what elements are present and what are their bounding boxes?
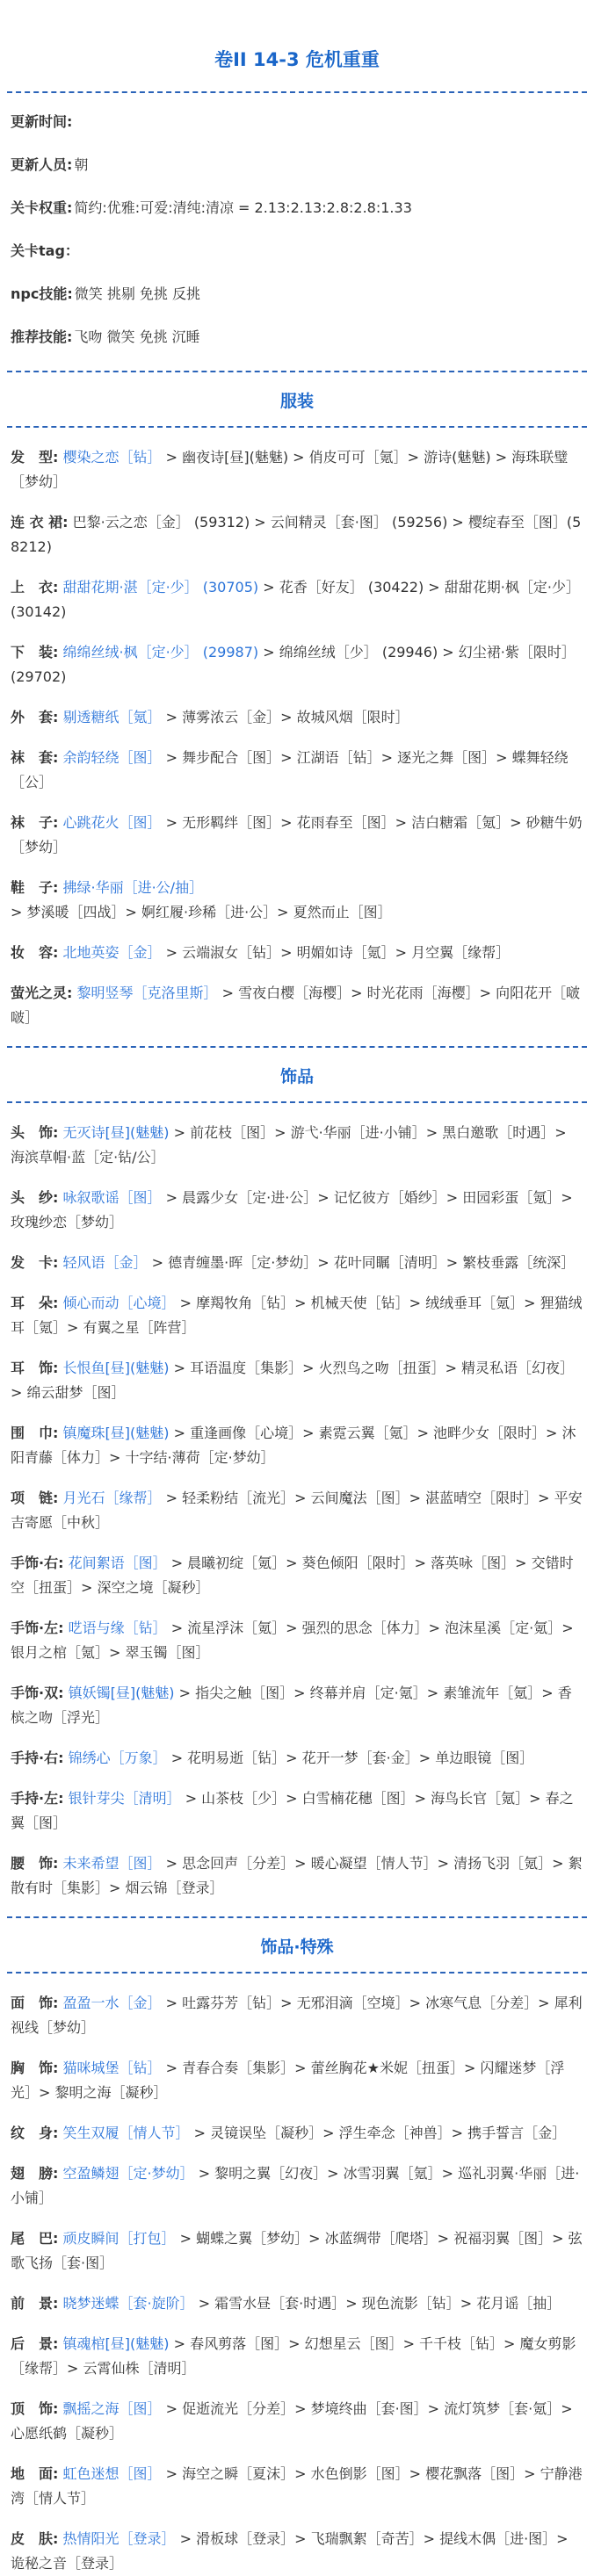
item-slot-label: 手饰·双: [11, 1685, 64, 1701]
top-pick-item: 心跳花火［图］ [62, 814, 162, 831]
top-pick-item: 镇妖镯[昼](魅魅) [68, 1685, 175, 1701]
page-title: 卷II 14-3 危机重重 [214, 49, 380, 70]
top-pick-item: 黎明竖琴［克洛里斯］ [76, 985, 218, 1001]
top-pick-item: 笑生双履［情人节］ [62, 2125, 190, 2141]
item-slot-label: 胸 饰: [11, 2060, 59, 2076]
meta-block [11, 72, 583, 347]
item-slot-label: 连 衣 裙: [11, 514, 69, 530]
sections-container [11, 371, 583, 2576]
item-entry [11, 2462, 583, 2511]
meta-row [11, 285, 583, 304]
top-pick-item: 北地英姿［金］ [62, 944, 162, 961]
top-pick-item: 樱染之恋［钻］ [62, 449, 162, 465]
meta-label: 更新时间: [11, 113, 73, 130]
alternative-items: > 晨露少女［定·进·公］> 记忆彼方［婚纱］> 田园彩蛋［氪］> 玫瑰纱恋［梦幼］ [11, 1189, 573, 1230]
alternative-items: > 绵绵丝绒［少］ (29946) > 幻尘裙·紫［限时］ (29702) [11, 644, 576, 685]
item-entry [11, 1421, 583, 1470]
alternative-items: > 雪夜白樱［海樱］> 时光花雨［海樱］> 向阳花开［啵啵］ [11, 985, 581, 1026]
alternative-items: > 蝴蝶之翼［梦幼］> 冰蓝绸带［爬塔］> 祝福羽翼［图］> 弦歌飞扬［套·图］ [11, 2230, 583, 2271]
alternative-items: > 灵镜误坠［凝秒］> 浮生牵念［神兽］> 携手誓言［金］ [193, 2125, 567, 2141]
item-entry [11, 2397, 583, 2446]
item-slot-label: 袜 子: [11, 814, 59, 831]
item-entry [11, 1251, 583, 1275]
item-entry [11, 1616, 583, 1665]
alternative-items: > 思念回声［分差］> 暖心凝望［情人节］> 清扬飞羽［氪］> 絮散有时［集影］> 烟云锦［登录］ [11, 1855, 583, 1896]
alternative-items: > 轻柔粉结［流光］> 云间魔法［图］> 湛蓝晴空［限时］> 平安吉寄愿［中秋］ [11, 1490, 583, 1531]
alternative-items: > 春风剪落［图］> 幻想星云［图］> 千千枝［钻］> 魔女剪影［缘帮］> 云霄仙株［清明］ [11, 2335, 576, 2377]
top-pick-item: 飘摇之海［图］ [62, 2400, 162, 2417]
item-entry [11, 941, 583, 965]
alternative-items: > 梦溪暖［四战］> 婀红履·珍稀［进·公］> 夏然而止［图］ [11, 904, 392, 920]
alternative-items: > 山茶枝［少］> 白雪楠花穗［图］> 海鸟长官［氪］> 春之翼［图］ [11, 1790, 574, 1831]
meta-label: 关卡权重: [11, 199, 73, 216]
meta-label: 更新人员: [11, 156, 73, 173]
top-pick-item: 顽皮瞬间［打包］ [62, 2230, 176, 2247]
meta-row [11, 155, 583, 175]
item-entry [11, 1786, 583, 1836]
item-slot-label: 手饰·左: [11, 1620, 64, 1636]
meta-value: 简约:优雅:可爱:清纯:清凉 = 2.13:2.13:2.8:2.8:1.33 [74, 199, 412, 216]
item-entry [11, 2121, 583, 2146]
item-entry [11, 1121, 583, 1170]
item-entry [11, 1486, 583, 1535]
item-slot-label: 翅 膀: [11, 2165, 59, 2182]
meta-row [11, 112, 583, 132]
item-entry [11, 2226, 583, 2276]
top-pick-item: 无灭诗[昼](魅魅) [62, 1124, 170, 1141]
top-pick-item: 倾心而动［心境］ [62, 1295, 176, 1311]
alternative-items: > 指尖之触［图］> 终幕并肩［定·氪］> 素雏流年［氪］> 香槟之吻［浮光］ [11, 1685, 572, 1726]
item-slot-label: 头 纱: [11, 1189, 59, 1206]
divider [7, 1972, 587, 1973]
top-pick-item: 长恨鱼[昼](魅魅) [62, 1360, 170, 1376]
item-slot-label: 手持·右: [11, 1750, 64, 1766]
item-slot-label: 手持·左: [11, 1790, 64, 1807]
top-pick-item: 咏叙歌谣［图］ [62, 1189, 162, 1206]
item-slot-label: 下 装: [11, 644, 59, 660]
item-slot-label: 耳 朵: [11, 1295, 59, 1311]
meta-value: 朝 [74, 156, 89, 173]
top-pick-item: 甜甜花期·湛［定·少］ (30705) [62, 579, 259, 595]
item-entry [11, 2161, 583, 2211]
divider [7, 91, 587, 93]
top-pick-item: 花间絮语［图］ [68, 1555, 167, 1571]
item-entry [11, 1746, 583, 1771]
item-slot-label: 顶 饰: [11, 2400, 59, 2417]
item-slot-label: 上 衣: [11, 579, 59, 595]
top-pick-item: 盈盈一水［金］ [62, 1995, 162, 2011]
item-entry [11, 1851, 583, 1901]
item-entry [11, 1356, 583, 1405]
meta-value: 微笑 挑剔 免挑 反挑 [74, 285, 200, 302]
section-header: 服装 [279, 392, 314, 411]
alternative-items: > 云端淑女［钻］> 明媚如诗［氪］> 月空翼［缘帮］ [165, 944, 511, 961]
item-slot-label: 项 链: [11, 1490, 59, 1506]
section-header: 饰品·特殊 [260, 1937, 334, 1957]
item-slot-label: 手饰·右: [11, 1555, 64, 1571]
item-entry [11, 1186, 583, 1235]
top-pick-item: 余韵轻绕［图］ [62, 749, 162, 766]
alternative-items: > 重逢画像［心境］> 素霓云翼［氪］> 池畔少女［限时］> 沐阳青藤［体力］> 十字结·薄荷［定·梦幼］ [11, 1425, 576, 1466]
alternative-items: > 青春合奏［集影］> 蕾丝胸花★米妮［扭蛋］> 闪耀迷梦［浮光］> 黎明之海［凝秒］ [11, 2060, 565, 2101]
meta-row [11, 242, 583, 261]
top-pick-item: 未来希望［图］ [62, 1855, 162, 1872]
alternative-items: > 晨曦初绽［氪］> 葵色倾阳［限时］> 落英咏［图］> 交错时空［扭蛋］> 深空之境［凝秒］ [11, 1555, 574, 1596]
alternative-items: > 流星浮沫［氪］> 强烈的思念［体力］> 泡沫星溪［定·氪］> 银月之棺［氪］> 翠玉镯［图］ [11, 1620, 574, 1661]
item-slot-label: 发 型: [11, 449, 59, 465]
alternative-items: > 德青缠墨·晖［定·梦幼］> 花叶同瞩［清明］> 繁枝垂露［统深］ [151, 1254, 576, 1271]
alternative-items: > 前花枝［图］> 游弋·华丽［进·小铺］> 黑白邀歌［时遇］> 海滨草帽·蓝［定·钻/公］ [11, 1124, 567, 1165]
meta-row [11, 198, 583, 218]
alternative-items: > 吐露芬芳［钻］> 无邪泪滴［空境］> 冰寒气息［分差］> 犀利视线［梦幼］ [11, 1995, 583, 2036]
item-entry [11, 575, 583, 624]
meta-label: 推荐技能: [11, 328, 73, 345]
top-pick-item: 热情阳光［登录］ [62, 2530, 176, 2547]
alternative-items: > 促逝流光［分差］> 梦境终曲［套·图］> 流灯筑梦［套·氪］> 心愿纸鹤［凝秒］ [11, 2400, 573, 2442]
item-entry [11, 2527, 583, 2576]
alternative-items: > 舞步配合［图］> 江湖语［钻］> 逐光之舞［图］> 蝶舞轻绕［公］ [11, 749, 569, 790]
alternative-items: > 花香［好友］ (30422) > 甜甜花期·枫［定·少］ (30142) [11, 579, 580, 620]
top-pick-item: 猫咪城堡［钻］ [62, 2060, 162, 2076]
top-pick-item: 空盈鳞翅［定·梦幼］ [62, 2165, 194, 2182]
top-pick-item: 绵绵丝绒·枫［定·少］ (29987) [62, 644, 259, 660]
item-slot-label: 外 套: [11, 709, 59, 725]
top-pick-item: 镇魔珠[昼](魅魅) [62, 1425, 170, 1441]
item-slot-label: 后 景: [11, 2335, 59, 2352]
item-entry [11, 746, 583, 795]
alternative-items: > 黎明之翼［幻夜］> 冰雪羽翼［氪］> 巡礼羽翼·华丽［进·小铺］ [11, 2165, 580, 2206]
top-pick-item: 呓语与缘［钻］ [68, 1620, 167, 1636]
alternative-items: > 海空之瞬［夏沫］> 水色倒影［图］> 樱花飘落［图］> 宁静港湾［情人节］ [11, 2465, 583, 2507]
item-slot-label: 萤光之灵: [11, 985, 73, 1001]
top-pick-item: 虹色迷想［图］ [62, 2465, 162, 2482]
item-slot-label: 纹 身: [11, 2125, 59, 2141]
item-slot-label: 耳 饰: [11, 1360, 59, 1376]
item-slot-label: 面 饰: [11, 1995, 59, 2011]
item-entry [11, 1291, 583, 1340]
alternative-items: > 无形羁绊［图］> 花雨春至［图］> 洁白糖霜［氪］> 砂糖牛奶［梦幼］ [11, 814, 583, 855]
item-entry [11, 1681, 583, 1730]
item-slot-label: 发 卡: [11, 1254, 59, 1271]
item-entry [11, 1551, 583, 1600]
top-pick-item: 晓梦迷蝶［套·旋阶］ [62, 2295, 194, 2312]
alternative-items: > 霜雪水昼［套·时遇］> 现色流影［钻］> 花月谣［抽］ [198, 2295, 561, 2312]
meta-value: 飞吻 微笑 免挑 沉睡 [74, 328, 200, 345]
item-slot-label: 地 面: [11, 2465, 59, 2482]
guide-page [0, 46, 594, 2572]
divider [7, 1101, 587, 1103]
alternative-items: > 摩羯牧角［钻］> 机械天使［钻］> 绒绒垂耳［氪］> 狸猫绒耳［氪］> 有翼之星［阵营］ [11, 1295, 583, 1336]
alternative-items: 巴黎·云之恋［金］ (59312) > 云间精灵［套·图］ (59256) > 樱绽春至［图］(58212) [11, 514, 582, 555]
meta-label: 关卡tag： [11, 242, 79, 259]
alternative-items: > 薄雾浓云［金］> 故城风烟［限时］ [165, 709, 409, 725]
top-pick-item: 锦绣心［万象］ [68, 1750, 167, 1766]
item-slot-label: 妆 容: [11, 944, 59, 961]
item-slot-label: 鞋 子: [11, 879, 59, 896]
divider [7, 426, 587, 428]
item-slot-label: 袜 套: [11, 749, 59, 766]
item-entry [11, 811, 583, 860]
top-pick-item: 拂绿·华丽［进·公/抽］ [62, 879, 204, 896]
item-entry [11, 510, 583, 559]
top-pick-item: 剔透糖纸［氪］ [62, 709, 162, 725]
item-slot-label: 头 饰: [11, 1124, 59, 1141]
item-slot-label: 皮 肤: [11, 2530, 59, 2547]
item-entry [11, 1991, 583, 2040]
meta-label: npc技能: [11, 285, 73, 302]
item-entry [11, 981, 583, 1030]
item-entry [11, 876, 583, 925]
item-slot-label: 腰 饰: [11, 1855, 59, 1872]
item-entry [11, 2332, 583, 2381]
top-pick-item: 银针芽尖［清明］ [68, 1790, 181, 1807]
item-entry [11, 2056, 583, 2105]
alternative-items: > 幽夜诗[昼](魅魅) > 俏皮可可［氪］> 游诗(魅魅) > 海珠联璧［梦幼］ [11, 449, 569, 490]
item-entry [11, 2291, 583, 2316]
item-entry [11, 705, 583, 730]
top-pick-item: 月光石［缘帮］ [62, 1490, 162, 1506]
top-pick-item: 轻风语［金］ [62, 1254, 148, 1271]
item-slot-label: 前 景: [11, 2295, 59, 2312]
item-entry [11, 640, 583, 689]
alternative-items: > 滑板球［登录］> 飞瑞飘絮［奇苦］> 提线木偶［进·图］> 诡秘之音［登录］ [11, 2530, 569, 2572]
item-entry [11, 445, 583, 494]
meta-row [11, 328, 583, 347]
section-header: 饰品 [279, 1067, 314, 1086]
item-slot-label: 围 巾: [11, 1425, 59, 1441]
meta-list [11, 112, 583, 347]
top-pick-item: 镇魂棺[昼](魅魅) [62, 2335, 170, 2352]
alternative-items: > 耳语温度［集影］> 火烈鸟之吻［扭蛋］> 精灵私语［幻夜］> 绵云甜梦［图］ [11, 1360, 575, 1401]
alternative-items: > 花明易逝［钻］> 花开一梦［套·金］> 单边眼镜［图］ [170, 1750, 534, 1766]
item-slot-label: 尾 巴: [11, 2230, 59, 2247]
